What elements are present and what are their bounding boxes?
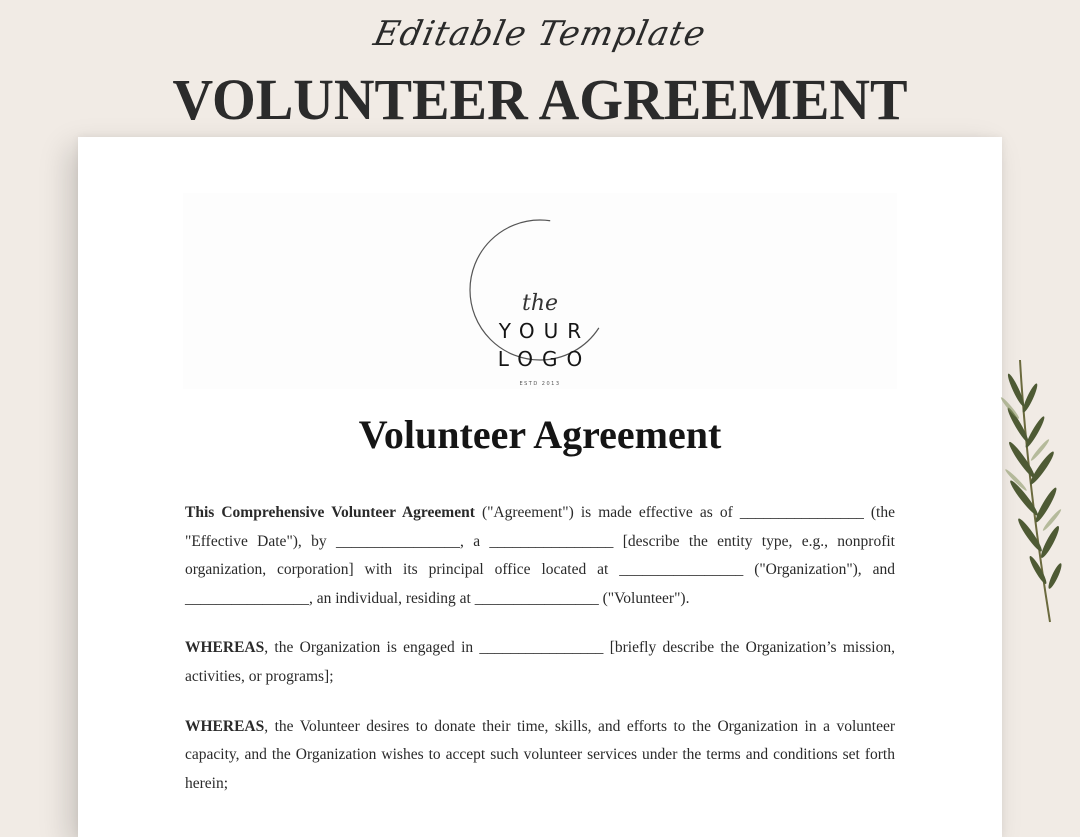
paragraph-3 bbox=[185, 713, 895, 799]
document-page bbox=[78, 137, 1002, 837]
logo-your: YOUR bbox=[498, 319, 591, 343]
paragraph-3-lead: WHEREAS bbox=[185, 717, 265, 735]
paragraph-1-text[interactable]: ("Agreement") is made effective as of ________________ (the "Effective Date"), by ________________, a ________________ [describe the entity type, e.g., nonprofit organization, corporation] with its principal office located at ________________ ("Organization"), and ________________, an individual, residing at ________________ ("Volunteer"). bbox=[185, 504, 895, 607]
script-title: Editable Template bbox=[370, 14, 710, 54]
rosemary-sprig-icon bbox=[980, 350, 1075, 640]
logo-logo: LOGO bbox=[497, 347, 592, 371]
paragraph-2-lead: WHEREAS bbox=[185, 639, 265, 657]
document-title: Volunteer Agreement bbox=[358, 412, 722, 457]
paragraph-2 bbox=[185, 634, 895, 691]
document-body bbox=[185, 499, 895, 819]
paragraph-1 bbox=[185, 499, 895, 613]
paragraph-2-text[interactable]: , the Organization is engaged in ________________ [briefly describe the Organization’s mission, activities, or programs]; bbox=[185, 639, 895, 685]
main-title: VOLUNTEER AGREEMENT bbox=[172, 67, 908, 132]
paragraph-1-lead: This Comprehensive Volunteer Agreement bbox=[185, 504, 475, 521]
logo-estd: ESTD 2013 bbox=[519, 381, 561, 387]
logo-the: the bbox=[521, 291, 559, 316]
paragraph-3-text[interactable]: , the Volunteer desires to donate their time, skills, and efforts to the Organization in a volunteer capacity, and the Organization wishes to accept such volunteer services under the terms and conditions set forth herein; bbox=[185, 717, 895, 792]
logo-placeholder[interactable] bbox=[183, 193, 897, 389]
